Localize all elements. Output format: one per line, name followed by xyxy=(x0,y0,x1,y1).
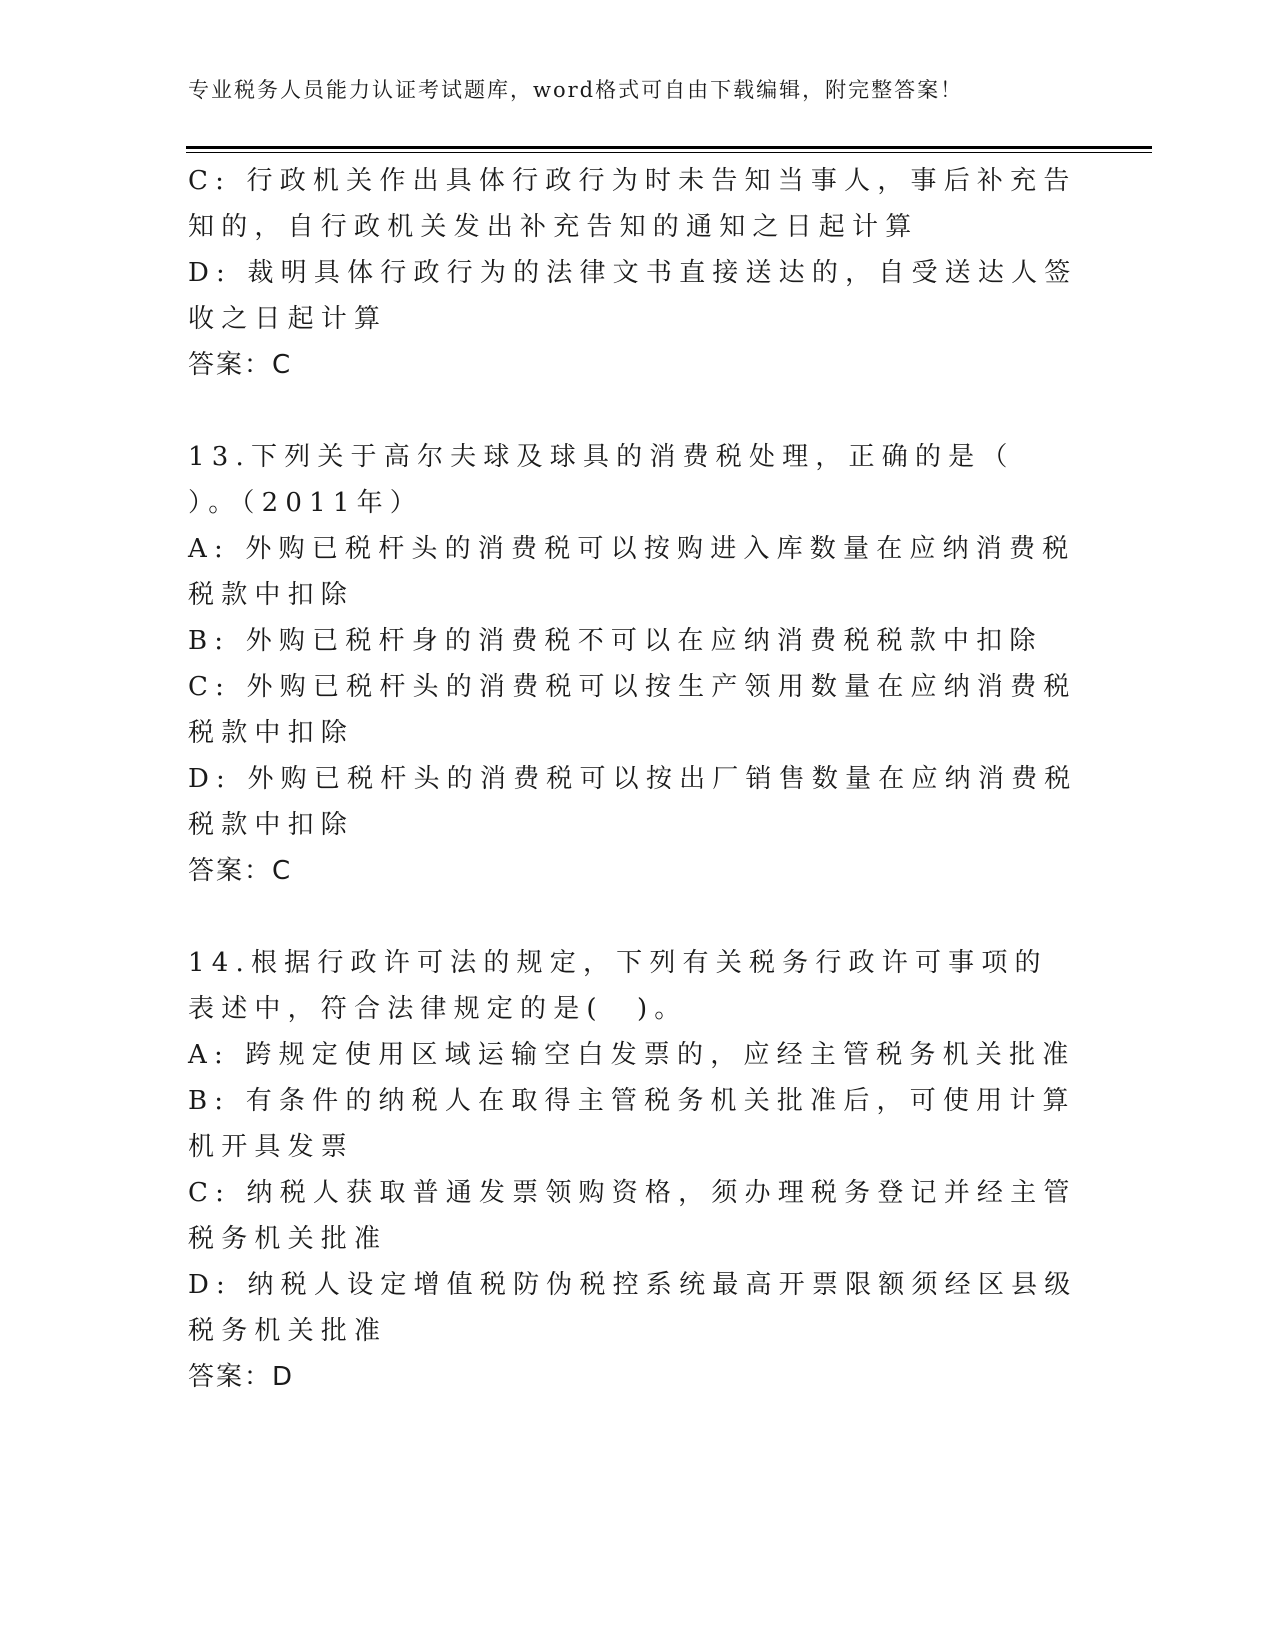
spacer xyxy=(188,894,1078,940)
spacer xyxy=(188,388,1078,434)
q14-option-a: A: 跨规定使用区域运输空白发票的，应经主管税务机关批准 xyxy=(188,1040,1076,1070)
q13-option-b: B: 外购已税杆身的消费税不可以在应纳消费税税款中扣除 xyxy=(188,626,1043,656)
document-body xyxy=(188,158,1081,1400)
q12-option-c: C: 行政机关作出具体行政行为时未告知当事人，事后补充告知的，自行政机关发出补充告知的通知之日起计算 xyxy=(188,166,1077,242)
question-13 xyxy=(188,434,1081,894)
question-12 xyxy=(188,158,1078,388)
q14-option-b: B: 有条件的纳税人在取得主管税务机关批准后，可使用计算机开具发票 xyxy=(188,1086,1076,1162)
q12-answer: 答案：C xyxy=(188,350,293,380)
q14-stem: 14.根据行政许可法的规定，下列有关税务行政许可事项的表述中，符合法律规定的是( )。 xyxy=(188,948,1048,1024)
question-14 xyxy=(188,940,1078,1400)
q14-answer: 答案：D xyxy=(188,1362,295,1392)
header-rule-thick xyxy=(186,146,1152,149)
q13-option-a: A: 外购已税杆头的消费税可以按购进入库数量在应纳消费税税款中扣除 xyxy=(188,534,1076,610)
q13-stem: 13.下列关于高尔夫球及球具的消费税处理，正确的是（ ）。（2011年） xyxy=(188,442,1081,518)
page-header: 专业税务人员能力认证考试题库，word格式可自由下载编辑，附完整答案！ xyxy=(188,78,964,102)
q14-option-d: D: 纳税人设定增值税防伪税控系统最高开票限额须经区县级税务机关批准 xyxy=(188,1270,1078,1346)
q13-answer: 答案：C xyxy=(188,856,293,886)
q12-option-d: D: 裁明具体行政行为的法律文书直接送达的，自受送达人签收之日起计算 xyxy=(188,258,1078,334)
header-rule-thin xyxy=(186,152,1152,153)
q14-option-c: C: 纳税人获取普通发票领购资格，须办理税务登记并经主管税务机关批准 xyxy=(188,1178,1077,1254)
q13-option-d: D: 外购已税杆头的消费税可以按出厂销售数量在应纳消费税税款中扣除 xyxy=(188,764,1078,840)
q13-option-c: C: 外购已税杆头的消费税可以按生产领用数量在应纳消费税税款中扣除 xyxy=(188,672,1077,748)
